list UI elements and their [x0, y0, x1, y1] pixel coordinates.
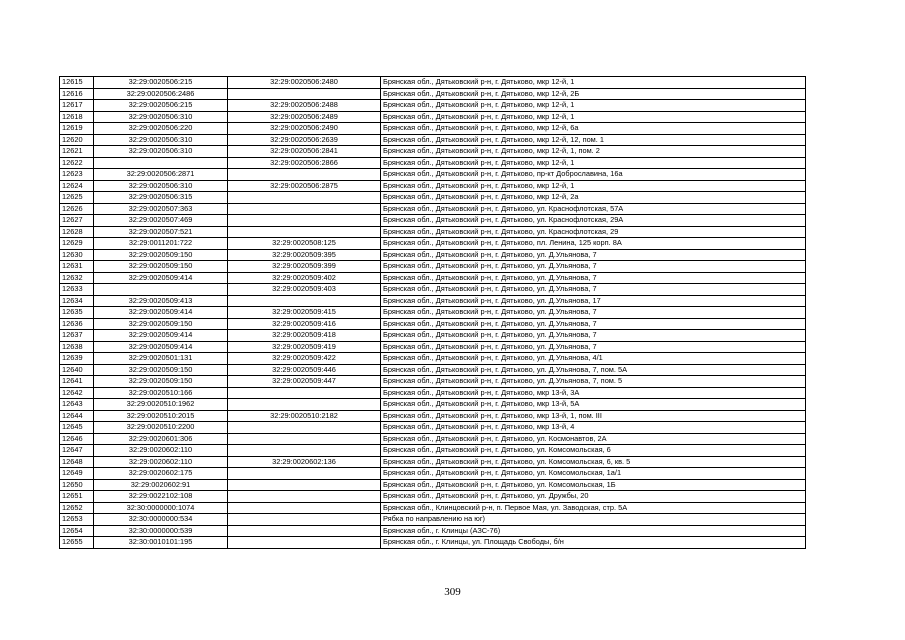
table-row — [60, 272, 806, 284]
address-cell: Брянская обл., Дятьковский р-н, г. Дятьково, ул. Комсомольская, 1а/1 — [381, 468, 806, 480]
cadastral-number-cell: 32:29:0020509:150 — [94, 364, 228, 376]
row-number-cell: 12643 — [60, 399, 94, 411]
cadastral-number-cell: 32:29:0020602:110 — [94, 445, 228, 457]
related-cadastral-number-cell — [228, 387, 381, 399]
row-number-cell: 12638 — [60, 341, 94, 353]
row-number-cell: 12631 — [60, 261, 94, 273]
row-number-cell: 12634 — [60, 295, 94, 307]
related-cadastral-number-cell — [228, 525, 381, 537]
address-cell: Брянская обл., Дятьковский р-н, г. Дятьково, ул. Комсомольская, 6 — [381, 445, 806, 457]
cadastral-number-cell: 32:29:0020509:150 — [94, 249, 228, 261]
table-row — [60, 134, 806, 146]
table-row — [60, 479, 806, 491]
related-cadastral-number-cell: 32:29:0020506:2489 — [228, 111, 381, 123]
table-row — [60, 399, 806, 411]
registry-table-body — [60, 77, 806, 549]
address-cell: Брянская обл., Дятьковский р-н, г. Дятьково, ул. Д.Ульянова, 4/1 — [381, 353, 806, 365]
cadastral-number-cell: 32:29:0011201:722 — [94, 238, 228, 250]
cadastral-number-cell: 32:29:0020506:315 — [94, 192, 228, 204]
address-cell: Брянская обл., Дятьковский р-н, г. Дятьково, ул. Краснофлотская, 57А — [381, 203, 806, 215]
related-cadastral-number-cell: 32:29:0020508:125 — [228, 238, 381, 250]
row-number-cell: 12649 — [60, 468, 94, 480]
table-row — [60, 387, 806, 399]
table-row — [60, 422, 806, 434]
row-number-cell: 12635 — [60, 307, 94, 319]
address-cell: Брянская обл., Дятьковский р-н, г. Дятьково, ул. Д.Ульянова, 7 — [381, 284, 806, 296]
row-number-cell: 12646 — [60, 433, 94, 445]
cadastral-number-cell: 32:29:0020506:310 — [94, 180, 228, 192]
row-number-cell: 12632 — [60, 272, 94, 284]
related-cadastral-number-cell: 32:29:0020509:402 — [228, 272, 381, 284]
table-row — [60, 180, 806, 192]
related-cadastral-number-cell: 32:29:0020510:2182 — [228, 410, 381, 422]
row-number-cell: 12640 — [60, 364, 94, 376]
table-row — [60, 249, 806, 261]
row-number-cell: 12615 — [60, 77, 94, 89]
address-cell: Брянская обл., Дятьковский р-н, г. Дятьково, мкр 13-й, 5А — [381, 399, 806, 411]
address-cell: Брянская обл., Дятьковский р-н, г. Дятьково, ул. Д.Ульянова, 7 — [381, 330, 806, 342]
row-number-cell: 12628 — [60, 226, 94, 238]
row-number-cell: 12627 — [60, 215, 94, 227]
related-cadastral-number-cell: 32:29:0020509:446 — [228, 364, 381, 376]
row-number-cell: 12626 — [60, 203, 94, 215]
address-cell: Брянская обл., Дятьковский р-н, г. Дятьково, мкр 12-й, 1 — [381, 77, 806, 89]
address-cell: Брянская обл., Дятьковский р-н, г. Дятьково, ул. Д.Ульянова, 17 — [381, 295, 806, 307]
address-cell: Брянская обл., Дятьковский р-н, г. Дятьково, ул. Д.Ульянова, 7 — [381, 318, 806, 330]
cadastral-number-cell: 32:29:0022102:108 — [94, 491, 228, 503]
cadastral-number-cell: 32:29:0020602:91 — [94, 479, 228, 491]
cadastral-number-cell: 32:29:0020507:521 — [94, 226, 228, 238]
address-cell: Брянская обл., Дятьковский р-н, г. Дятьково, ул. Д.Ульянова, 7, пом. 5 — [381, 376, 806, 388]
row-number-cell: 12647 — [60, 445, 94, 457]
address-cell: Брянская обл., г. Клинцы, ул. Площадь Свободы, б/н — [381, 537, 806, 549]
related-cadastral-number-cell — [228, 192, 381, 204]
row-number-cell: 12653 — [60, 514, 94, 526]
address-cell: Брянская обл., Дятьковский р-н, г. Дятьково, ул. Краснофлотская, 29 — [381, 226, 806, 238]
address-cell: Брянская обл., Дятьковский р-н, г. Дятьково, мкр 12-й, 12, пом. 1 — [381, 134, 806, 146]
cadastral-number-cell: 32:30:0000000:539 — [94, 525, 228, 537]
table-row — [60, 111, 806, 123]
address-cell: Брянская обл., Дятьковский р-н, г. Дятьково, мкр 12-й, 1 — [381, 100, 806, 112]
related-cadastral-number-cell — [228, 169, 381, 181]
address-cell: Брянская обл., Дятьковский р-н, г. Дятьково, ул. Д.Ульянова, 7 — [381, 341, 806, 353]
table-row — [60, 410, 806, 422]
address-cell: Брянская обл., Дятьковский р-н, г. Дятьково, мкр 12-й, 2а — [381, 192, 806, 204]
table-row — [60, 157, 806, 169]
related-cadastral-number-cell: 32:29:0020506:2488 — [228, 100, 381, 112]
related-cadastral-number-cell — [228, 514, 381, 526]
row-number-cell: 12616 — [60, 88, 94, 100]
related-cadastral-number-cell — [228, 491, 381, 503]
cadastral-number-cell: 32:29:0020507:469 — [94, 215, 228, 227]
row-number-cell: 12650 — [60, 479, 94, 491]
cadastral-number-cell: 32:29:0020601:306 — [94, 433, 228, 445]
related-cadastral-number-cell: 32:29:0020509:419 — [228, 341, 381, 353]
cadastral-number-cell: 32:29:0020506:310 — [94, 111, 228, 123]
related-cadastral-number-cell — [228, 215, 381, 227]
cadastral-number-cell — [94, 284, 228, 296]
related-cadastral-number-cell: 32:29:0020506:2866 — [228, 157, 381, 169]
related-cadastral-number-cell — [228, 226, 381, 238]
table-row — [60, 261, 806, 273]
row-number-cell: 12642 — [60, 387, 94, 399]
row-number-cell: 12648 — [60, 456, 94, 468]
related-cadastral-number-cell — [228, 502, 381, 514]
address-cell: Брянская обл., Дятьковский р-н, г. Дятьково, ул. Краснофлотская, 29А — [381, 215, 806, 227]
table-row — [60, 468, 806, 480]
address-cell: Брянская обл., Клинцовский р-н, п. Первое Мая, ул. Заводская, стр. 5А — [381, 502, 806, 514]
row-number-cell: 12625 — [60, 192, 94, 204]
address-cell: Брянская обл., Дятьковский р-н, г. Дятьково, ул. Дружбы, 20 — [381, 491, 806, 503]
related-cadastral-number-cell — [228, 422, 381, 434]
address-cell: Брянская обл., Дятьковский р-н, г. Дятьково, пл. Ленина, 125 корп. 8А — [381, 238, 806, 250]
address-cell: Брянская обл., Дятьковский р-н, г. Дятьково, мкр 12-й, 1 — [381, 111, 806, 123]
row-number-cell: 12630 — [60, 249, 94, 261]
table-row — [60, 238, 806, 250]
table-row — [60, 445, 806, 457]
cadastral-number-cell: 32:29:0020507:363 — [94, 203, 228, 215]
table-row — [60, 192, 806, 204]
cadastral-number-cell: 32:29:0020506:2486 — [94, 88, 228, 100]
row-number-cell: 12629 — [60, 238, 94, 250]
address-cell: Брянская обл., Дятьковский р-н, г. Дятьково, ул. Д.Ульянова, 7 — [381, 249, 806, 261]
table-row — [60, 341, 806, 353]
row-number-cell: 12644 — [60, 410, 94, 422]
table-row — [60, 433, 806, 445]
table-row — [60, 353, 806, 365]
related-cadastral-number-cell: 32:29:0020509:416 — [228, 318, 381, 330]
row-number-cell: 12636 — [60, 318, 94, 330]
row-number-cell: 12617 — [60, 100, 94, 112]
related-cadastral-number-cell: 32:29:0020509:415 — [228, 307, 381, 319]
row-number-cell: 12620 — [60, 134, 94, 146]
address-cell: Брянская обл., Дятьковский р-н, г. Дятьково, мкр 13-й, 3А — [381, 387, 806, 399]
row-number-cell: 12619 — [60, 123, 94, 135]
cadastral-number-cell: 32:29:0020509:150 — [94, 261, 228, 273]
row-number-cell: 12655 — [60, 537, 94, 549]
address-cell: Брянская обл., Дятьковский р-н, г. Дятьково, мкр 13-й, 1, пом. III — [381, 410, 806, 422]
address-cell: Брянская обл., Дятьковский р-н, г. Дятьково, ул. Д.Ульянова, 7 — [381, 307, 806, 319]
table-row — [60, 77, 806, 89]
table-row — [60, 215, 806, 227]
cadastral-number-cell: 32:29:0020602:110 — [94, 456, 228, 468]
related-cadastral-number-cell — [228, 399, 381, 411]
cadastral-number-cell: 32:29:0020509:414 — [94, 307, 228, 319]
address-cell: Брянская обл., Дятьковский р-н, г. Дятьково, ул. Д.Ульянова, 7 — [381, 261, 806, 273]
table-row — [60, 123, 806, 135]
related-cadastral-number-cell: 32:29:0020509:422 — [228, 353, 381, 365]
address-cell: Брянская обл., Дятьковский р-н, г. Дятьково, ул. Комсомольская, 1Б — [381, 479, 806, 491]
table-row — [60, 307, 806, 319]
address-cell: Брянская обл., Дятьковский р-н, г. Дятьково, ул. Комсомольская, 6, кв. 5 — [381, 456, 806, 468]
address-cell: Рябка по направлению на юг) — [381, 514, 806, 526]
row-number-cell: 12639 — [60, 353, 94, 365]
table-row — [60, 376, 806, 388]
related-cadastral-number-cell: 32:29:0020506:2639 — [228, 134, 381, 146]
row-number-cell: 12622 — [60, 157, 94, 169]
cadastral-number-cell: 32:30:0000000:534 — [94, 514, 228, 526]
related-cadastral-number-cell — [228, 433, 381, 445]
cadastral-number-cell: 32:29:0020602:175 — [94, 468, 228, 480]
table-row — [60, 537, 806, 549]
address-cell: Брянская обл., Дятьковский р-н, г. Дятьково, мкр 12-й, 6а — [381, 123, 806, 135]
row-number-cell: 12641 — [60, 376, 94, 388]
related-cadastral-number-cell: 32:29:0020509:447 — [228, 376, 381, 388]
cadastral-number-cell: 32:29:0020509:414 — [94, 341, 228, 353]
related-cadastral-number-cell: 32:29:0020509:418 — [228, 330, 381, 342]
related-cadastral-number-cell — [228, 537, 381, 549]
cadastral-number-cell: 32:30:0010101:195 — [94, 537, 228, 549]
related-cadastral-number-cell: 32:29:0020509:395 — [228, 249, 381, 261]
row-number-cell: 12645 — [60, 422, 94, 434]
page-number: 309 — [444, 586, 461, 598]
row-number-cell: 12637 — [60, 330, 94, 342]
cadastral-number-cell: 32:29:0020510:2015 — [94, 410, 228, 422]
cadastral-number-cell: 32:29:0020501:131 — [94, 353, 228, 365]
related-cadastral-number-cell — [228, 203, 381, 215]
address-cell: Брянская обл., Дятьковский р-н, г. Дятьково, мкр 12-й, 1 — [381, 180, 806, 192]
related-cadastral-number-cell: 32:29:0020509:403 — [228, 284, 381, 296]
address-cell: Брянская обл., Дятьковский р-н, г. Дятьково, пр-кт Доброславина, 16а — [381, 169, 806, 181]
related-cadastral-number-cell — [228, 295, 381, 307]
row-number-cell: 12618 — [60, 111, 94, 123]
cadastral-number-cell: 32:29:0020506:215 — [94, 77, 228, 89]
cadastral-number-cell: 32:29:0020510:1962 — [94, 399, 228, 411]
related-cadastral-number-cell: 32:29:0020506:2841 — [228, 146, 381, 158]
related-cadastral-number-cell — [228, 479, 381, 491]
row-number-cell: 12624 — [60, 180, 94, 192]
table-row — [60, 364, 806, 376]
table-row — [60, 146, 806, 158]
table-row — [60, 203, 806, 215]
related-cadastral-number-cell: 32:29:0020506:2480 — [228, 77, 381, 89]
cadastral-number-cell: 32:29:0020510:2200 — [94, 422, 228, 434]
row-number-cell: 12652 — [60, 502, 94, 514]
cadastral-number-cell: 32:29:0020506:215 — [94, 100, 228, 112]
row-number-cell: 12651 — [60, 491, 94, 503]
cadastral-number-cell: 32:29:0020509:414 — [94, 330, 228, 342]
table-row — [60, 318, 806, 330]
cadastral-number-cell: 32:29:0020509:150 — [94, 318, 228, 330]
row-number-cell: 12621 — [60, 146, 94, 158]
related-cadastral-number-cell: 32:29:0020506:2875 — [228, 180, 381, 192]
cadastral-number-cell: 32:29:0020506:220 — [94, 123, 228, 135]
table-row — [60, 491, 806, 503]
table-row — [60, 88, 806, 100]
cadastral-number-cell — [94, 157, 228, 169]
related-cadastral-number-cell: 32:29:0020506:2490 — [228, 123, 381, 135]
address-cell: Брянская обл., Дятьковский р-н, г. Дятьково, мкр 12-й, 2Б — [381, 88, 806, 100]
cadastral-number-cell: 32:30:0000000:1074 — [94, 502, 228, 514]
table-row — [60, 525, 806, 537]
address-cell: Брянская обл., Дятьковский р-н, г. Дятьково, мкр 12-й, 1, пом. 2 — [381, 146, 806, 158]
related-cadastral-number-cell: 32:29:0020602:136 — [228, 456, 381, 468]
table-row — [60, 169, 806, 181]
address-cell: Брянская обл., Дятьковский р-н, г. Дятьково, мкр 12-й, 1 — [381, 157, 806, 169]
table-row — [60, 284, 806, 296]
row-number-cell: 12654 — [60, 525, 94, 537]
table-row — [60, 502, 806, 514]
table-row — [60, 295, 806, 307]
address-cell: Брянская обл., Дятьковский р-н, г. Дятьково, мкр 13-й, 4 — [381, 422, 806, 434]
table-row — [60, 330, 806, 342]
table-row — [60, 100, 806, 112]
related-cadastral-number-cell — [228, 468, 381, 480]
cadastral-number-cell: 32:29:0020506:2871 — [94, 169, 228, 181]
cadastral-number-cell: 32:29:0020509:414 — [94, 272, 228, 284]
address-cell: Брянская обл., Дятьковский р-н, г. Дятьково, ул. Д.Ульянова, 7 — [381, 272, 806, 284]
related-cadastral-number-cell — [228, 88, 381, 100]
related-cadastral-number-cell: 32:29:0020509:399 — [228, 261, 381, 273]
row-number-cell: 12633 — [60, 284, 94, 296]
cadastral-number-cell: 32:29:0020510:166 — [94, 387, 228, 399]
address-cell: Брянская обл., Дятьковский р-н, г. Дятьково, ул. Д.Ульянова, 7, пом. 5А — [381, 364, 806, 376]
table-row — [60, 226, 806, 238]
cadastral-number-cell: 32:29:0020506:310 — [94, 146, 228, 158]
row-number-cell: 12623 — [60, 169, 94, 181]
table-row — [60, 456, 806, 468]
registry-table — [59, 76, 806, 549]
cadastral-number-cell: 32:29:0020509:413 — [94, 295, 228, 307]
related-cadastral-number-cell — [228, 445, 381, 457]
address-cell: Брянская обл., г. Клинцы (АЗС-76) — [381, 525, 806, 537]
table-row — [60, 514, 806, 526]
address-cell: Брянская обл., Дятьковский р-н, г. Дятьково, ул. Космонавтов, 2А — [381, 433, 806, 445]
cadastral-number-cell: 32:29:0020509:150 — [94, 376, 228, 388]
cadastral-number-cell: 32:29:0020506:310 — [94, 134, 228, 146]
